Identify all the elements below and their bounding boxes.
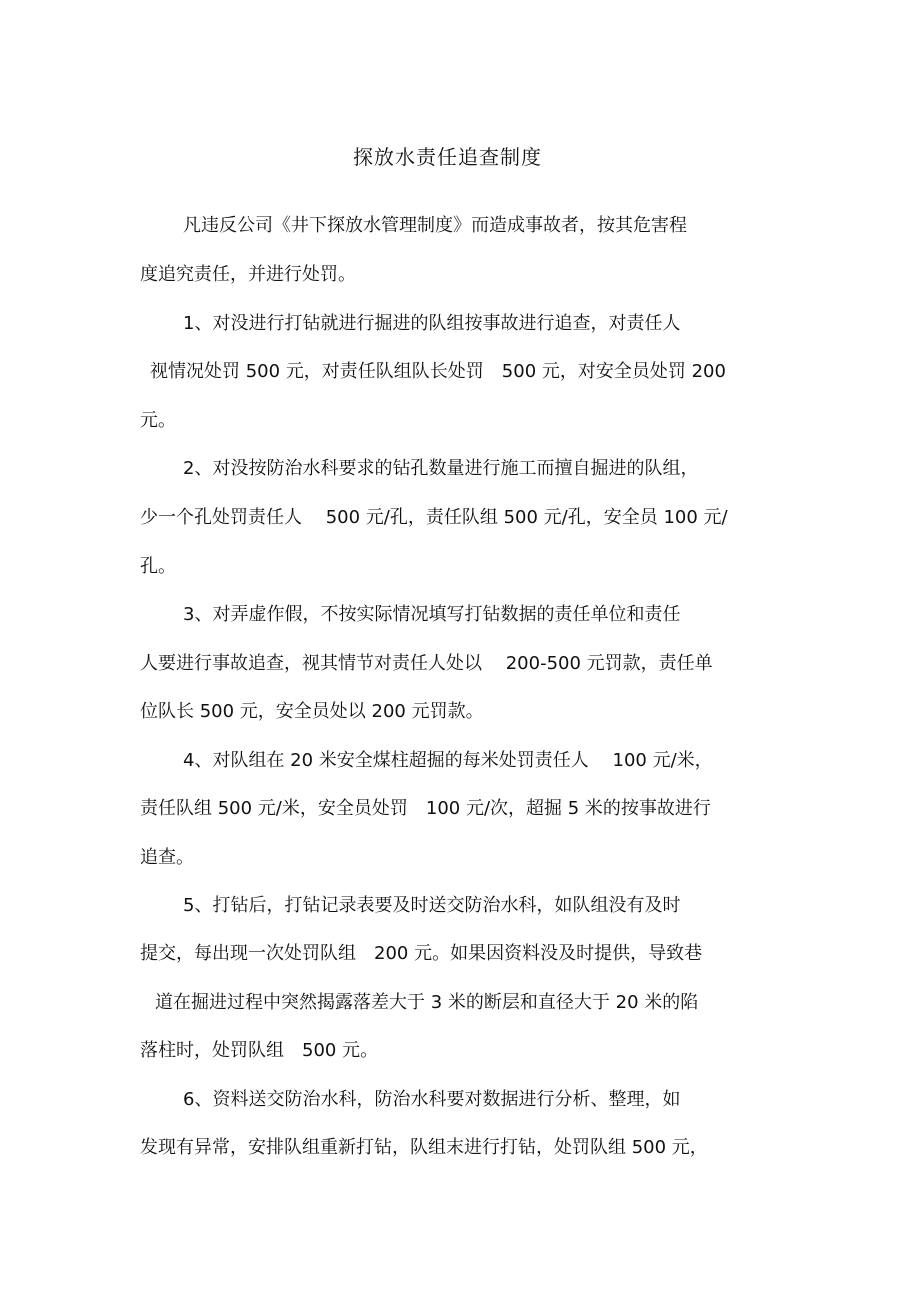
paragraph-3-line-1: 3、对弄虚作假，不按实际情况填写打钻数据的责任单位和责任 [183,604,681,625]
paragraph-2-line-3: 孔。 [140,556,176,577]
paragraph-5-line-4: 落柱时，处罚队组 500 元。 [140,1040,379,1061]
paragraph-3-line-3: 位队长 500 元，安全员处以 200 元罚款。 [140,701,484,722]
paragraph-4-line-3: 追查。 [140,847,194,868]
paragraph-2-line-2: 少一个孔处罚责任人 500 元/孔，责任队组 500 元/孔，安全员 100 元/ [140,507,728,528]
paragraph-intro-line-1: 凡违反公司《井下探放水管理制度》而造成事故者，按其危害程 [183,215,687,236]
document-title: 探放水责任追查制度 [353,145,542,169]
paragraph-1-line-1: 1、对没进行打钻就进行掘进的队组按事故进行追查，对责任人 [183,313,681,334]
paragraph-3-line-2: 人要进行事故追查，视其情节对责任人处以 200-500 元罚款，责任单 [140,653,713,674]
paragraph-5-line-2: 提交，每出现一次处罚队组 200 元。如果因资料没及时提供，导致巷 [140,943,703,964]
paragraph-5-line-1: 5、打钻后，打钻记录表要及时送交防治水科，如队组没有及时 [183,895,681,916]
paragraph-1-line-2: 视情况处罚 500 元，对责任队组队长处罚 500 元，对安全员处罚 200 [150,361,726,382]
paragraph-4-line-1: 4、对队组在 20 米安全煤柱超掘的每米处罚责任人 100 元/米， [183,750,713,771]
paragraph-1-line-3: 元。 [140,410,176,431]
paragraph-4-line-2: 责任队组 500 元/米，安全员处罚 100 元/次，超掘 5 米的按事故进行 [140,798,711,819]
paragraph-intro-line-2: 度追究责任，并进行处罚。 [140,264,356,285]
paragraph-6-line-1: 6、资料送交防治水科，防治水科要对数据进行分析、整理，如 [183,1089,681,1110]
paragraph-5-line-3: 道在掘进过程中突然揭露落差大于 3 米的断层和直径大于 20 米的陷 [155,992,699,1013]
paragraph-2-line-1: 2、对没按防治水科要求的钻孔数量进行施工而擅自掘进的队组， [183,458,699,479]
paragraph-6-line-2: 发现有异常，安排队组重新打钻，队组末进行打钻，处罚队组 500 元， [140,1137,708,1158]
